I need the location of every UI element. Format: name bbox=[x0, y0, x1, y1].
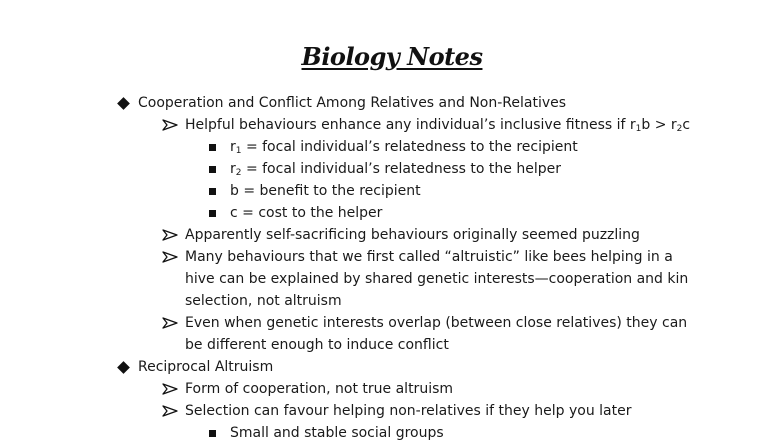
list-item bbox=[162, 224, 762, 246]
list-item bbox=[209, 180, 709, 202]
list-item-text: Selection can favour helping non-relatives if they help you later bbox=[185, 403, 632, 419]
list-item-text: $r_1$ = focal individual’s relatedness to the recipient bbox=[230, 139, 578, 156]
square-bullet-icon bbox=[209, 144, 216, 151]
square-bullet-icon bbox=[209, 188, 216, 195]
list-item-continuation bbox=[185, 290, 765, 312]
list-item-text: hive can be explained by shared genetic interests—cooperation and kin bbox=[185, 271, 689, 287]
list-item-text: $r_2$ = focal individual’s relatedness to the helper bbox=[230, 161, 561, 178]
square-bullet-icon bbox=[209, 430, 216, 437]
list-item-text: b = benefit to the recipient bbox=[230, 183, 421, 199]
section-heading-cooperation bbox=[116, 92, 736, 114]
arrow-bullet-icon bbox=[162, 405, 178, 417]
arrow-bullet-icon bbox=[162, 317, 178, 329]
arrow-bullet-icon bbox=[162, 251, 178, 263]
diamond-bullet-icon bbox=[117, 97, 130, 110]
list-item bbox=[162, 246, 762, 268]
square-bullet-icon bbox=[209, 210, 216, 217]
list-item-text: Form of cooperation, not true altruism bbox=[185, 381, 454, 397]
list-item-text: Even when genetic interests overlap (between close relatives) they can bbox=[185, 315, 688, 331]
list-item-text: selection, not altruism bbox=[185, 293, 342, 309]
list-item bbox=[162, 378, 762, 400]
list-item bbox=[209, 136, 709, 158]
arrow-bullet-icon bbox=[162, 119, 178, 131]
section-heading-text: Reciprocal Altruism bbox=[138, 359, 274, 375]
section-heading-reciprocal bbox=[116, 356, 736, 378]
list-item bbox=[162, 312, 762, 334]
list-item-text: Helpful behaviours enhance any individual’s inclusive fitness if $r_1b > r_2c$ bbox=[185, 117, 691, 134]
square-bullet-icon bbox=[209, 166, 216, 173]
diamond-bullet-icon bbox=[117, 361, 130, 374]
arrow-bullet-icon bbox=[162, 229, 178, 241]
list-item bbox=[209, 158, 709, 180]
list-item-text: Many behaviours that we first called “altruistic” like bees helping in a bbox=[185, 249, 673, 265]
section-heading-text: Cooperation and Conflict Among Relatives and Non-Relatives bbox=[138, 95, 567, 111]
list-item bbox=[162, 400, 762, 422]
list-item-text: Small and stable social groups bbox=[230, 425, 444, 441]
list-item-continuation bbox=[185, 268, 765, 290]
list-item-text: c = cost to the helper bbox=[230, 205, 383, 221]
arrow-bullet-icon bbox=[162, 383, 178, 395]
list-item-text: be different enough to induce conflict bbox=[185, 337, 449, 353]
list-item-text: Apparently self-sacrificing behaviours originally seemed puzzling bbox=[185, 227, 640, 243]
list-item bbox=[162, 114, 762, 136]
page-title: Biology Notes bbox=[301, 42, 483, 71]
list-item bbox=[209, 202, 709, 224]
list-item-continuation bbox=[185, 334, 765, 356]
